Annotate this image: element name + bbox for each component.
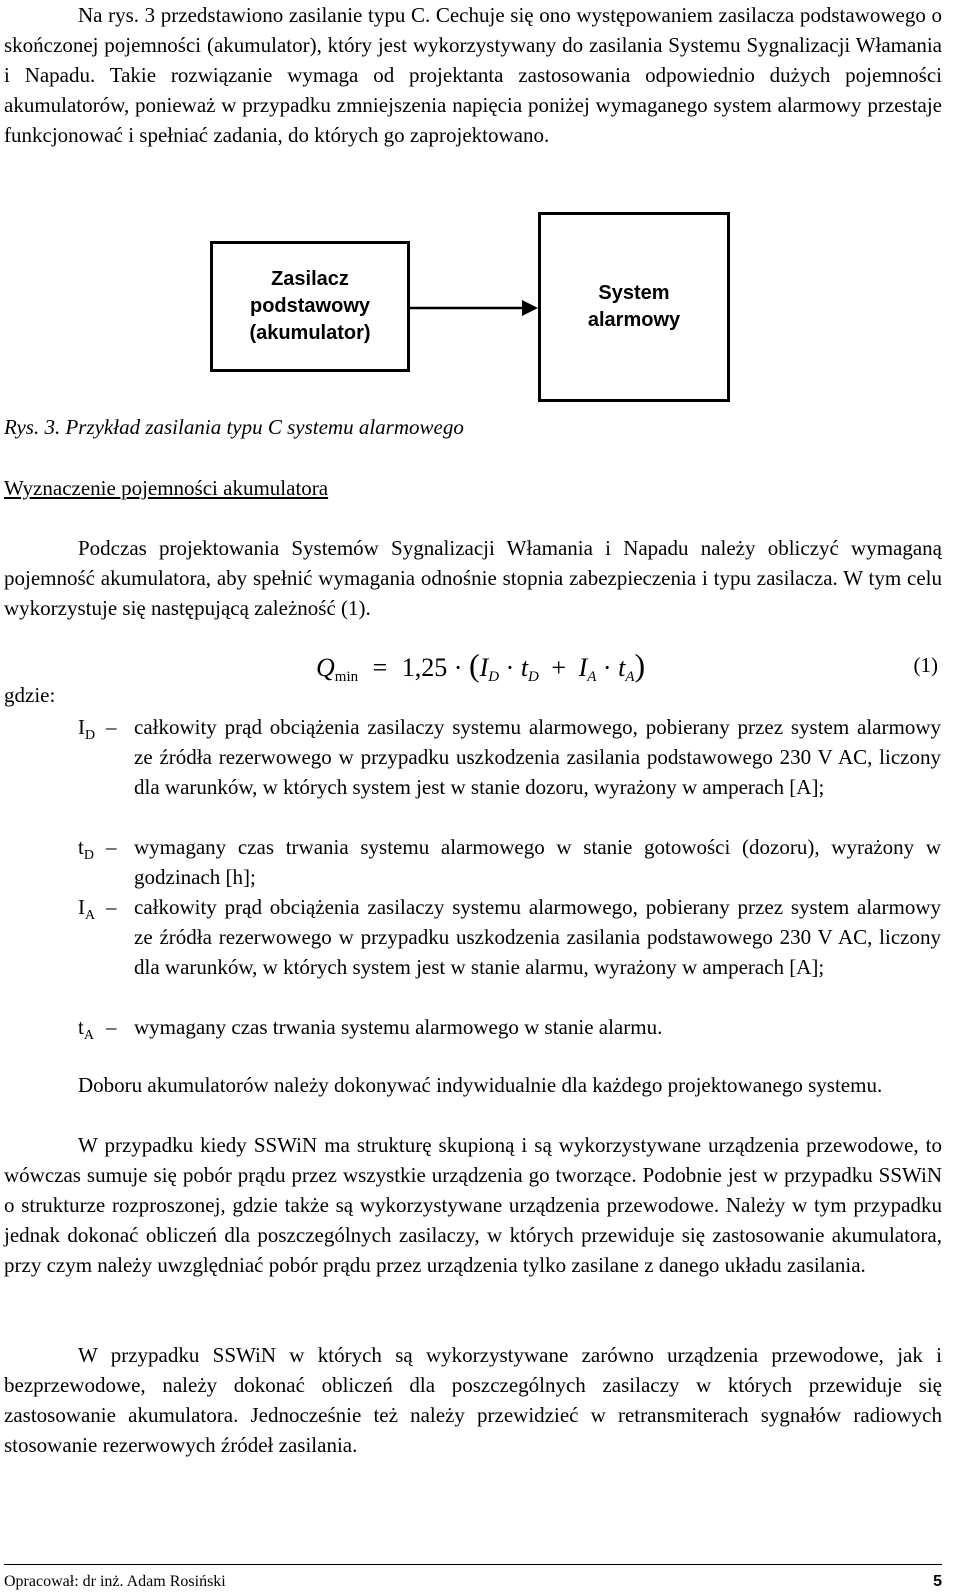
box-power-supply: [210, 241, 410, 372]
figure-caption: Rys. 3. Przykład zasilania typu C systemu alarmowego: [4, 415, 464, 439]
definition-text: wymagany czas trwania systemu alarmowego w stanie alarmu.: [134, 1015, 663, 1039]
equation-number: (1): [913, 653, 938, 677]
box-power-supply-label: Zasilacz podstawowy (akumulator): [249, 268, 371, 344]
definition-symbol: $t_D$: [78, 835, 94, 864]
where-label: gdzie:: [4, 683, 56, 707]
paragraph-wireless: W przypadku SSWiN w których są wykorzystywane zarówno urządzenia przewodowe, jak i bezprzewodowe, należy dokonać obliczeń dla poszczególnych zasilaczy w których przewiduje się zastosowanie akumulatora. Jednocześnie też należy przewidzieć w retransmiterach sygnałów radiowych stosowanie rezerwowych źródeł zasilania.: [4, 1343, 942, 1457]
definition-text: wymagany czas trwania systemu alarmowego w stanie gotowości (dozoru), wyrażony w godzinach [h];: [134, 835, 941, 889]
definition-text: całkowity prąd obciążenia zasilaczy systemu alarmowego, pobierany przez system alarmowy ze źródła rezerwowego w przypadku uszkodzenia zasilania podstawowego 230 V AC, liczony dla warunków, w których system jest w stanie alarmu, wyrażony w amperach [A];: [134, 895, 941, 979]
box-alarm-system: [538, 212, 730, 402]
definition-symbol: $I_D$: [78, 715, 96, 744]
page-number: 5: [933, 1573, 942, 1590]
section-heading: Wyznaczenie pojemności akumulatora: [4, 476, 329, 500]
formula: $Q_{min} = 1,25 \cdot (I_D \cdot t_D + I_A \cdot t_A)$: [316, 647, 646, 685]
paragraph-centralized: W przypadku kiedy SSWiN ma strukturę skupioną i są wykorzystywane urządzenia przewodowe, to wówczas sumuje się pobór prądu przez wszystkie urządzenia go tworzące. Podobnie jest w przypadku SSWiN o strukturze rozproszonej, gdzie także są wykorzystywane urządzenia przewodowe. Należy w tym przypadku jednak dokonać obliczeń dla poszczególnych zasilaczy, w których przewiduje się zastosowanie akumulatora, przy czym należy uwzględniać pobór prądu przez urządzenia tylko zasilane z danego układu zasilania.: [4, 1133, 942, 1277]
arrow-connector: [410, 290, 540, 330]
arrow-head-icon: [522, 300, 538, 316]
definition-text: całkowity prąd obciążenia zasilaczy systemu alarmowego, pobierany przez system alarmowy ze źródła rezerwowego w przypadku uszkodzenia zasilania podstawowego 230 V AC, liczony dla warunków, w których system jest w stanie dozoru, wyrażony w amperach [A];: [134, 715, 941, 799]
paragraph-design: Podczas projektowania Systemów Sygnalizacji Włamania i Napadu należy obliczyć wymaganą pojemność akumulatora, aby spełnić wymagania odnośnie stopnia zabezpieczenia i typu zasilacza. W tym celu wykorzystuje się następującą zależność (1).: [4, 536, 942, 620]
footer-author: Opracował: dr inż. Adam Rosiński: [4, 1573, 226, 1590]
footer-divider: [4, 1564, 942, 1565]
paragraph-selection: Doboru akumulatorów należy dokonywać indywidualnie dla każdego projektowanego systemu.: [78, 1073, 883, 1097]
definition-symbol: $I_A$: [78, 895, 96, 924]
box-alarm-system-label: System alarmowy: [587, 282, 681, 331]
definition-symbol: $t_A$: [78, 1015, 94, 1044]
document-page: Na rys. 3 przedstawiono zasilanie typu C. Cechuje się ono występowaniem zasilacza podstawowego o skończonej pojemności (akumulator), który jest wykorzystywany do zasilania Systemu Sygnalizacji Włamania i Napadu. Takie rozwiązanie wymaga od projektanta zastosowania odpowiednio dużych pojemności akumulatorów, ponieważ w przypadku zmniejszenia napięcia poniżej wymaganego system alarmowy przestaje funkcjonować i spełniać zadania, do których go zaprojektowano. Zasilacz podstawowy (akumulator) System alarmowy Rys. 3. Przykład zasilania typu C systemu alarmowego Wyznaczenie pojemności akumulatora Podczas projektowania Systemów Sygnalizacji Włamania i Napadu należy obliczyć wymaganą pojemność akumulatora, aby spełnić wymagania odnośnie stopnia zabezpieczenia i typu zasilacza. W tym celu wykorzystuje się następującą zależność (1). $Q_{min} = 1,25 \cdot (I_D \cdot t_D + I_A \cdot t_A)$ (1) gdzie: $I_D$ – całkowity prąd obciążenia zasilaczy systemu alarmowego, pobierany przez system alarmowy ze źródła rezerwowego w przypadku uszkodzenia zasilania podstawowego 230 V AC, liczony dla warunków, w których system jest w stanie dozoru, wyrażony w amperach [A]; $t_D$ – wymagany czas trwania systemu alarmowego w stanie gotowości (dozoru), wyrażony w godzinach [h]; $I_A$ – całkowity prąd obciążenia zasilaczy systemu alarmowego, pobierany przez system alarmowy ze źródła rezerwowego w przypadku uszkodzenia zasilania podstawowego 230 V AC, liczony dla warunków, w których system jest w stanie alarmu, wyrażony w amperach [A]; $t_A$ – wymagany czas trwania systemu alarmowego w stanie alarmu. Doboru akumulatorów należy dokonywać indywidualnie dla każdego projektowanego systemu. W przypadku kiedy SSWiN ma strukturę skupioną i są wykorzystywane urządzenia przewodowe, to wówczas sumuje się pobór prądu przez wszystkie urządzenia go tworzące. Podobnie jest w przypadku SSWiN o strukturze rozproszonej, gdzie także są wykorzystywane urządzenia przewodowe. Należy w tym przypadku jednak dokonać obliczeń dla poszczególnych zasilaczy, w których przewiduje się zastosowanie akumulatora, przy czym należy uwzględniać pobór prądu przez urządzenia tylko zasilane z danego układu zasilania. W przypadku SSWiN w których są wykorzystywane zarówno urządzenia przewodowe, jak i bezprzewodowe, należy dokonać obliczeń dla poszczególnych zasilaczy w których przewiduje się zastosowanie akumulatora. Jednocześnie też należy przewidzieć w retransmiterach sygnałów radiowych stosowanie rezerwowych źródeł zasilania. Opracował: dr inż. Adam Rosiński 5: [0, 0, 960, 1594]
paragraph-intro: Na rys. 3 przedstawiono zasilanie typu C. Cechuje się ono występowaniem zasilacza podstawowego o skończonej pojemności (akumulator), który jest wykorzystywany do zasilania Systemu Sygnalizacji Włamania i Napadu. Takie rozwiązanie wymaga od projektanta zastosowania odpowiednio dużych pojemności akumulatorów, ponieważ w przypadku zmniejszenia napięcia poniżej wymaganego system alarmowy przestaje funkcjonować i spełniać zadania, do których go zaprojektowano.: [4, 3, 942, 147]
